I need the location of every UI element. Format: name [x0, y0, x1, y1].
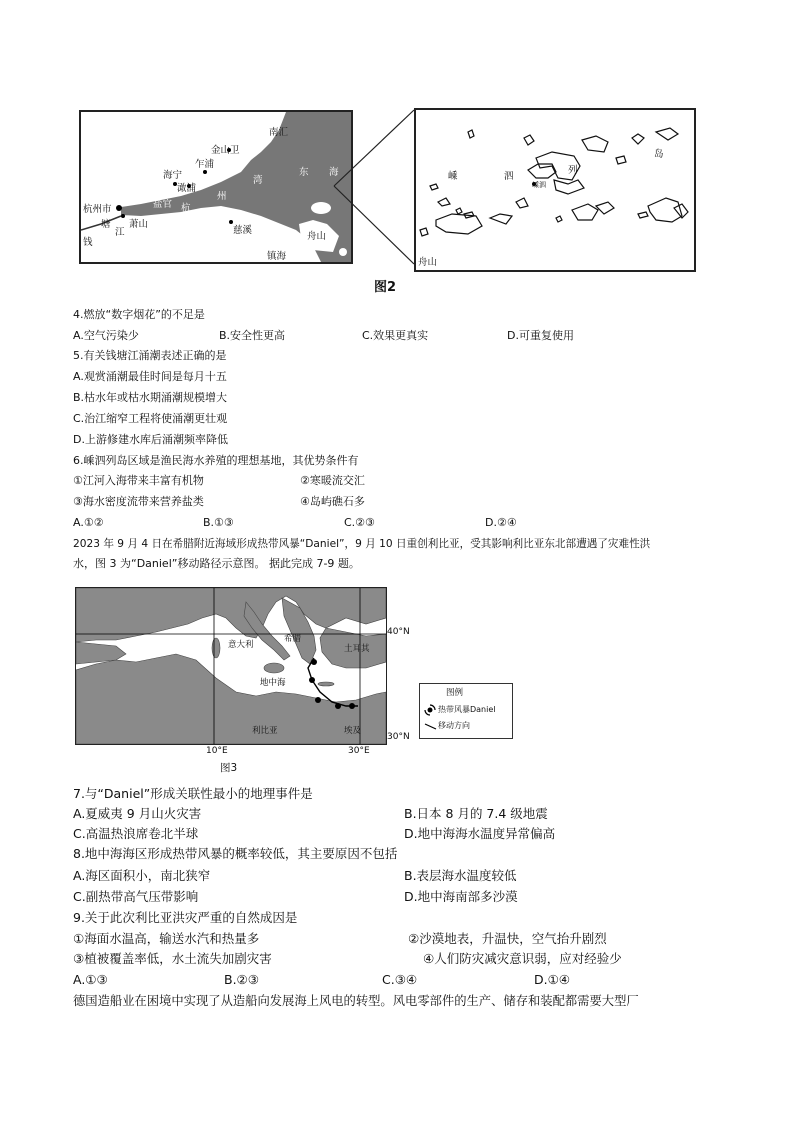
legend-direction-label: 移动方向 — [438, 721, 470, 730]
label-hai: 海 — [329, 167, 339, 178]
q8-option-d: D.地中海南部多沙漠 — [404, 889, 518, 904]
q6-option-c: C.②③ — [344, 516, 375, 529]
label-lat-30n: 30°N — [387, 732, 410, 742]
label-zhenhai: 镇海 — [267, 251, 287, 262]
label-zhapu: 乍浦 — [195, 159, 215, 170]
q7-stem: 7.与“Daniel”形成关联性最小的地理事件是 — [73, 786, 313, 801]
label-wan: 湾 — [253, 175, 263, 186]
label-lat-40n: 40°N — [387, 627, 410, 637]
fig2-caption: 图2 — [374, 280, 397, 295]
label-hang: 杭 — [181, 203, 191, 214]
q4-stem: 4.燃放“数字烟花”的不足是 — [73, 308, 205, 321]
arrow-icon — [424, 722, 438, 732]
label-haining: 海宁 — [163, 170, 183, 181]
q7-option-d: D.地中海海水温度异常偏高 — [404, 826, 556, 841]
q5-option-c: C.治江缩窄工程将使涌潮更壮观 — [73, 412, 228, 425]
fig2-connector — [330, 108, 420, 268]
q9-option-c: C.③④ — [382, 972, 418, 987]
q5-option-a: A.观赏涌潮最佳时间是每月十五 — [73, 370, 227, 383]
q5-stem: 5.有关钱塘江涌潮表述正确的是 — [73, 349, 227, 362]
label-xiaoshan: 萧山 — [129, 219, 149, 230]
q5-option-d: D.上游修建水库后涌潮频率降低 — [73, 433, 228, 446]
q6-stem: 6.嵊泗列岛区域是渔民海水养殖的理想基地，其优势条件有 — [73, 454, 359, 467]
label-turkey: 土耳其 — [344, 644, 370, 654]
label-qian: 钱 — [83, 237, 93, 248]
label-yanguan: 盐官 — [153, 199, 173, 210]
q6-option-a: A.①② — [73, 516, 104, 529]
label-lon-30e: 30°E — [348, 746, 370, 756]
q4-option-d: D.可重复使用 — [507, 329, 574, 342]
q9-option-d: D.①④ — [534, 972, 571, 987]
q4-option-a: A.空气污染少 — [73, 329, 139, 342]
q7-option-b: B.日本 8 月的 7.4 级地震 — [404, 806, 548, 821]
fig2-left-map — [79, 110, 353, 264]
label-egypt: 埃及 — [344, 726, 362, 736]
q9-stem: 9.关于此次利比亚洪灾严重的自然成因是 — [73, 910, 298, 925]
label-ganpu: 澉浦 — [177, 183, 197, 194]
fig3-map — [75, 587, 387, 745]
label-zhoushan-left: 舟山 — [307, 231, 327, 242]
intro-7-9-line2: 水，图 3 为“Daniel”移动路径示意图。 据此完成 7-9 题。 — [73, 557, 360, 570]
q6-item-2: ②寒暖流交汇 — [300, 474, 365, 487]
fig3-caption: 图3 — [220, 762, 238, 774]
q7-option-c: C.高温热浪席卷北半球 — [73, 826, 199, 841]
label-jinshanwei: 金山卫 — [211, 145, 240, 156]
q8-option-a: A.海区面积小，南北狭窄 — [73, 868, 211, 883]
label-shengshan: 嵊泗 — [532, 181, 546, 189]
label-zhoushan-right: 舟山 — [418, 257, 438, 268]
label-zhou: 州 — [217, 191, 227, 202]
label-libya: 利比亚 — [252, 726, 278, 736]
label-cixi: 慈溪 — [233, 225, 253, 236]
q7-option-a: A.夏威夷 9 月山火灾害 — [73, 806, 202, 821]
mediterranean-map — [76, 588, 386, 744]
q9-option-a: A.①③ — [73, 972, 108, 987]
q8-option-c: C.副热带高气压带影响 — [73, 889, 199, 904]
label-greece: 希腊 — [284, 634, 302, 644]
q6-item-3: ③海水密度流带来营养盐类 — [73, 495, 204, 508]
q6-item-1: ①江河入海带来丰富有机物 — [73, 474, 204, 487]
q6-item-4: ④岛屿礁石多 — [300, 495, 365, 508]
q4-option-c: C.效果更真实 — [362, 329, 429, 342]
q5-option-b: B.枯水年或枯水期涌潮规模增大 — [73, 391, 228, 404]
q6-option-d: D.②④ — [485, 516, 517, 529]
label-italy: 意大利 — [228, 640, 254, 650]
q9-option-b: B.②③ — [224, 972, 259, 987]
q6-option-b: B.①③ — [203, 516, 234, 529]
label-hangzhou: 杭州市 — [83, 204, 112, 215]
storm-icon — [424, 704, 436, 716]
q9-item-1: ①海面水温高，输送水汽和热量多 — [73, 931, 260, 946]
label-lon-10e: 10°E — [206, 746, 228, 756]
next-passage-line: 德国造船业在困境中实现了从造船向发展海上风电的转型。风电零部件的生产、储存和装配都需要大型厂 — [73, 994, 639, 1008]
fig2-right-map — [414, 108, 696, 272]
label-tang: 塘 — [101, 219, 111, 230]
q9-item-2: ②沙漠地表，升温快，空气抬升剧烈 — [408, 931, 607, 946]
label-dao: 岛 — [654, 149, 664, 160]
legend-title: 图例 — [446, 688, 464, 698]
q4-option-b: B.安全性更高 — [219, 329, 286, 342]
label-dong: 东 — [299, 167, 309, 178]
shengsi-islands-map — [416, 110, 694, 270]
label-nanhui: 南汇 — [269, 127, 289, 138]
intro-7-9-line1: 2023 年 9 月 4 日在希腊附近海域形成热带风暴“Daniel”，9 月 10 日重创利比亚，受其影响利比亚东北部遭遇了灾难性洪 — [73, 538, 651, 550]
q9-item-3: ③植被覆盖率低，水土流失加剧灾害 — [73, 951, 272, 966]
fig3-legend — [419, 683, 513, 739]
q9-item-4: ④人们防灾减灾意识弱，应对经验少 — [423, 951, 622, 966]
label-sheng: 嵊 — [448, 171, 458, 182]
q8-stem: 8.地中海海区形成热带风暴的概率较低，其主要原因不包括 — [73, 846, 398, 861]
legend-storm-label: 热带风暴Daniel — [438, 705, 496, 714]
label-lie: 列 — [568, 165, 578, 176]
q8-option-b: B.表层海水温度较低 — [404, 868, 517, 883]
label-jiang: 江 — [115, 227, 125, 238]
label-mediterranean: 地中海 — [260, 678, 286, 688]
label-si: 泗 — [504, 171, 514, 182]
